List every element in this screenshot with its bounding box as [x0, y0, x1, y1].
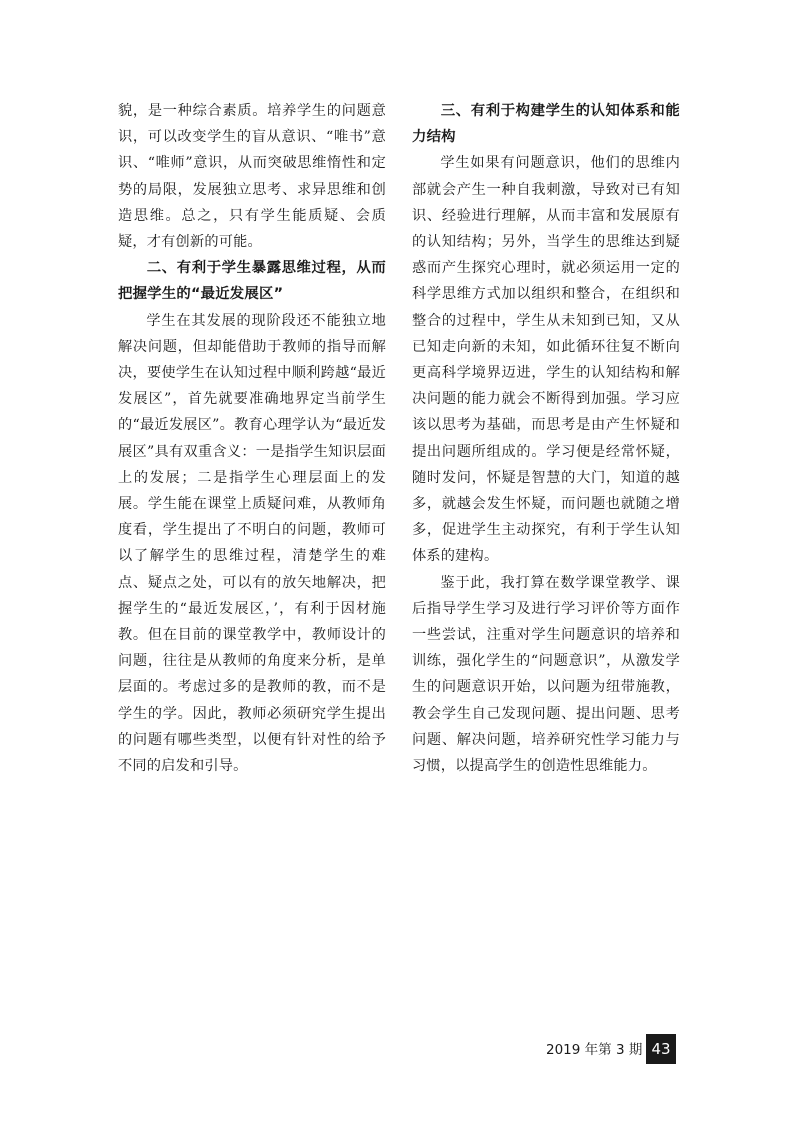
closing-paragraph: 鉴于此，我打算在数学课堂教学、课后指导学生学习及进行学习评价等方面作一些尝试，注重对学生问题意识的培养和训练，强化学生的“问题意识”，从激发学生的问题意识开始，以问题为纽带施教，教会学生自己发现问题、提出问题、思考问题、解决问题，培养研究性学习能力与习惯，以提高学生的创造性思维能力。: [412, 574, 680, 775]
left-column: [118, 98, 386, 779]
section-2-paragraph: 学生在其发展的现阶段还不能独立地解决问题，但却能借助于教师的指导而解决，要使学生在认知过程中顺利跨越“最近发展区”，首先就要准确地界定当前学生的“最近发展区”。教育心理学认为“最近发展区”具有双重含义：一是指学生知识层面上的发展；二是指学生心理层面上的发展。学生能在课堂上质疑问难，从教师角度看，学生提出了不明白的问题，教师可以了解学生的思维过程，清楚学生的难点、疑点之处，可以有的放矢地解决，把握学生的“最近发展区，’，有利于因材施教。但在目前的课堂教学中，教师设计的问题，往往是从教师的角度来分析，是单层面的。考虑过多的是教师的教，而不是学生的学。因此，教师必须研究学生提出的问题有哪些类型，以便有针对性的给予不同的启发和引导。: [118, 312, 386, 775]
issue-label: 2019 年第 3 期: [546, 1042, 643, 1058]
page-number: 43: [646, 1034, 676, 1064]
section-3-heading: 三、有利于构建学生的认知体系和能力结构: [412, 103, 680, 146]
right-column: [412, 98, 680, 779]
intro-paragraph: 貌，是一种综合素质。培养学生的问题意识，可以改变学生的盲从意识、“唯书”意识、“唯师”意识，从而突破思维惰性和定势的局限，发展独立思考、求异思维和创造思维。总之，只有学生能质疑、会质疑，才有创新的可能。: [118, 103, 386, 251]
section-3-paragraph: 学生如果有问题意识，他们的思维内部就会产生一种自我刺激，导致对已有知识、经验进行理解，从而丰富和发展原有的认知结构；另外，当学生的思维达到疑惑而产生探究心理时，就必须运用一定的科学思维方式加以组织和整合，在组织和整合的过程中，学生从未知到已知，又从已知走向新的未知，如此循环往复不断向更高科学境界迈进，学生的认知结构和解决问题的能力就会不断得到加强。学习应该以思考为基础，而思考是由产生怀疑和提出问题所组成的。学习便是经常怀疑，随时发问，怀疑是智慧的大门，知道的越多，就越会发生怀疑，而问题也就随之增多，促进学生主动探究，有利于学生认知体系的建构。: [412, 155, 680, 565]
section-2-heading: 二、有利于学生暴露思维过程，从而把握学生的“最近发展区”: [118, 260, 386, 303]
